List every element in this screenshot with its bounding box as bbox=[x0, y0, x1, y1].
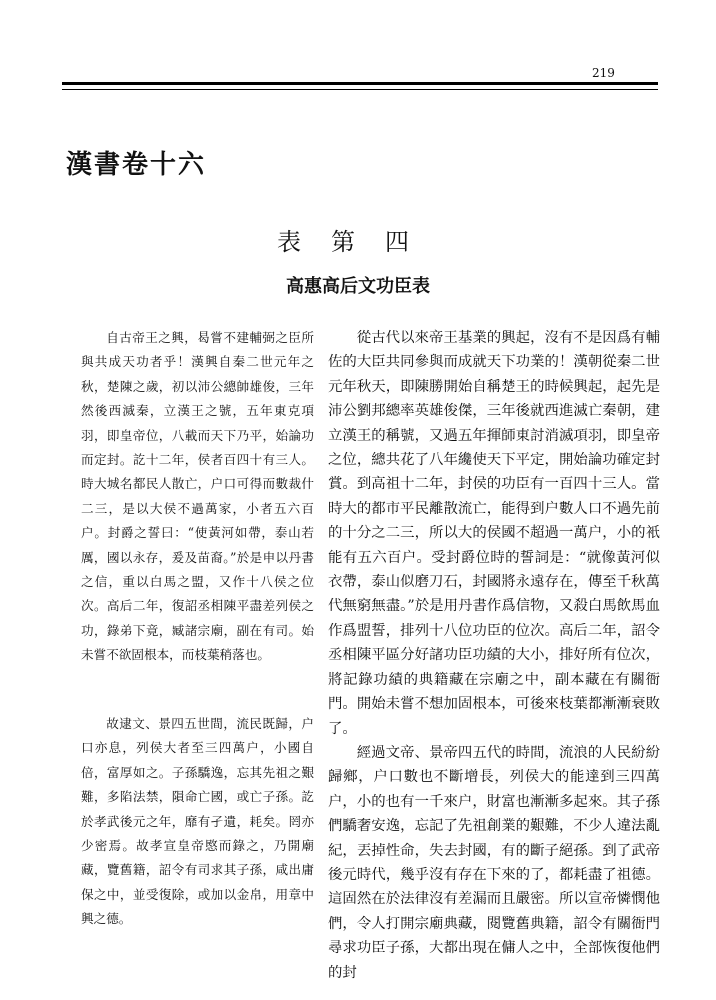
translation-paragraph: 從古代以來帝王基業的興起，沒有不是因爲有輔佐的大臣共同參與而成就天下功業的！漢朝從秦二世元年秋天，即陳勝開始自稱楚王的時候興起，起先是沛公劉邦總率英雄俊傑，三年後就西進滅亡秦朝，建立漢王的稱號，又過五年揮師東討消滅項羽，即皇帝之位，總共花了八年纔使天下平定，開始論功確定封賞。到高祖十二年，封侯的功臣有一百四十三人。當時大的都市平民離散流亡，能得到户數人口不過先前的十分之二三，所以大的侯國不超過一萬户，小的衹能有五六百户。受封爵位時的誓詞是：“就像黃河似衣帶，泰山似磨刀石，封國將永遠存在，傳至千秋萬代無窮無盡。”於是用丹書作爲信物，又殺白馬飲馬血作爲盟誓，排列十八位功臣的位次。高后二年，詔令丞相陳平區分好諸功臣功績的大小，排好所有位次，將記錄功績的典籍藏在宗廟之中，副本藏在有關衙門。開始未嘗不想加固根本，可後來枝葉都漸漸衰敗了。 bbox=[328, 330, 660, 737]
classical-paragraph: 自古帝王之興，曷嘗不建輔弼之臣所與共成天功者乎！漢興自秦二世元年之秋，楚陳之歲，初以沛公總帥雄俊，三年然後西滅秦，立漢王之號，五年東克項羽，即皇帝位，八載而天下乃平，始論功而定封。訖十二年，侯者百四十有三人。時大城名都民人散亡，户口可得而數裁什二三，是以大侯不過萬家，小者五六百户。封爵之誓曰：“使黃河如帶，泰山若厲，國以永存，爰及苗裔。”於是申以丹書之信，重以白馬之盟，又作十八侯之位次。高后二年，復詔丞相陳平盡差列侯之功，錄弟下竟，臧諸宗廟，副在有司。始未嘗不欲固根本，而枝葉稍落也。 bbox=[81, 330, 314, 663]
page-number: 219 bbox=[592, 66, 615, 80]
translation-body bbox=[328, 326, 660, 985]
header-rule-thick bbox=[62, 82, 658, 85]
classical-paragraph: 故逮文、景四五世間，流民既歸，户口亦息，列侯大者至三四萬户，小國自倍，富厚如之。子孫驕逸，忘其先祖之艱難，多陷法禁，隕命亡國，或亡子孫。訖於孝武後元之年，靡有孑遺，耗矣。罔亦少密焉。故孝宣皇帝愍而錄之，乃開廟藏，覽舊籍，詔令有司求其子孫，咸出庸保之中，並受復除，或加以金帛，用章中興之德。 bbox=[81, 716, 314, 927]
header-rule-thin bbox=[62, 89, 658, 90]
translation-paragraph: 經過文帝、景帝四五代的時間，流浪的人民紛紛歸鄉，户口數也不斷增長，列侯大的能達到三四萬户，小的也有一千來户，財富也漸漸多起來。其子孫們驕奢安逸，忘記了先祖創業的艱難，不少人違法亂紀，丟掉性命，失去封國，有的斷子絕孫。到了武帝後元時代，幾乎沒有存在下來的了，都耗盡了祖德。這固然在於法律沒有差漏而且嚴密。所以宣帝憐憫他們，令人打開宗廟典藏，閱覽舊典籍，詔令有關衙門尋求功臣子孫，大都出現在傭人之中，全部恢復他們的封 bbox=[328, 744, 660, 981]
section-title: 表第四 bbox=[277, 228, 439, 256]
table-title: 高惠高后文功臣表 bbox=[286, 276, 430, 297]
volume-title: 漢書卷十六 bbox=[66, 150, 207, 180]
